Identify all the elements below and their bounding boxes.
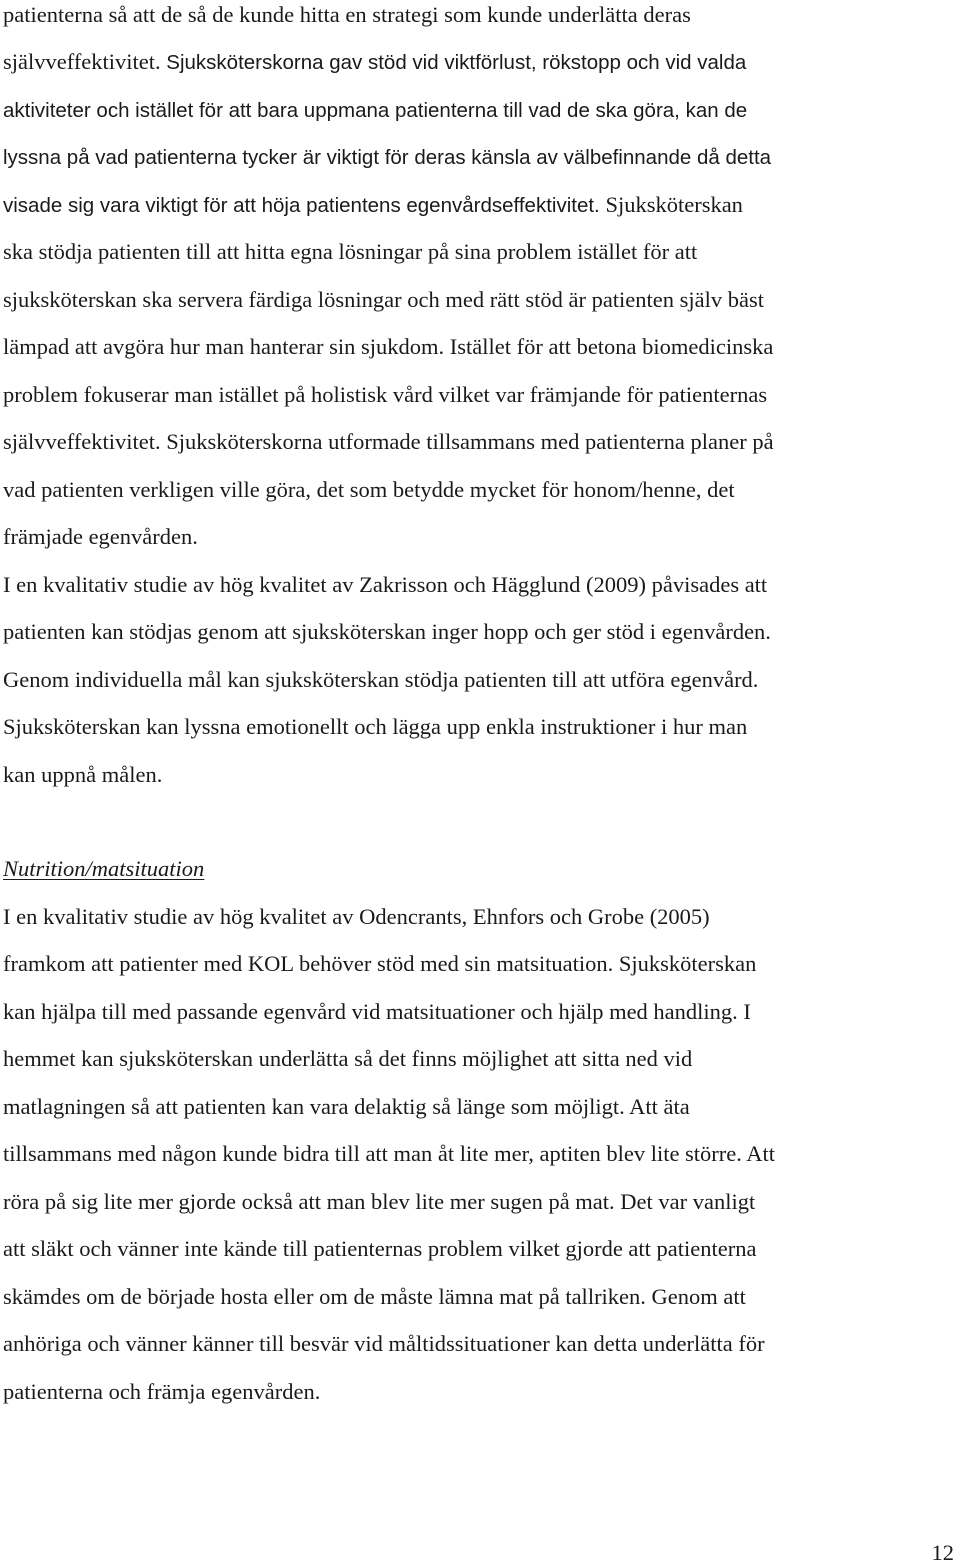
section-heading: Nutrition/matsituation <box>3 856 205 881</box>
text-line: Genom individuella mål kan sjuksköterskan stödja patienten till att utföra egenvård. <box>3 667 759 692</box>
text-segment: självveffektivitet. <box>3 49 167 74</box>
text-line: kan hjälpa till med passande egenvård vid matsituationer och hjälp med handling. I <box>3 999 751 1024</box>
text-line: att släkt och vänner inte kände till patienternas problem vilket gjorde att patienterna <box>3 1236 757 1261</box>
text-line: röra på sig lite mer gjorde också att man blev lite mer sugen på mat. Det var vanligt <box>3 1189 756 1214</box>
text-line: matlagningen så att patienten kan vara delaktig så länge som möjligt. Att äta <box>3 1094 690 1119</box>
text-line: framkom att patienter med KOL behöver stöd med sin matsituation. Sjuksköterskan <box>3 951 757 976</box>
page-number: 12 <box>931 1540 954 1565</box>
text-segment: vad patienten verkligen ville göra, det som betydde mycket för honom/henne, det <box>3 477 735 502</box>
text-line <box>3 381 767 409</box>
text-line <box>3 523 198 551</box>
text-line <box>3 238 697 266</box>
text-line: skämdes om de började hosta eller om de måste lämna mat på tallriken. Genom att <box>3 1284 746 1309</box>
text-line <box>3 143 771 172</box>
text-line <box>3 476 735 504</box>
text-line: Sjuksköterskan kan lyssna emotionellt och lägga upp enkla instruktioner i hur man <box>3 714 748 739</box>
text-line <box>3 48 746 77</box>
text-line: hemmet kan sjuksköterskan underlätta så det finns möjlighet att sitta ned vid <box>3 1046 693 1071</box>
text-line <box>3 286 764 314</box>
text-segment: lyssna på vad patienterna tycker är viktigt för deras känsla av välbefinnande då detta <box>3 146 772 169</box>
text-segment: aktiviteter och istället för att bara uppmana patienterna till vad de ska göra, kan de <box>3 99 748 122</box>
text-segment: problem fokuserar man istället på holistisk vård vilket var främjande för patienternas <box>3 382 768 407</box>
text-line: tillsammans med någon kunde bidra till att man åt lite mer, aptiten blev lite större. Att <box>3 1141 776 1166</box>
text-line: patienterna och främja egenvården. <box>3 1379 321 1404</box>
text-line: I en kvalitativ studie av hög kvalitet av Odencrants, Ehnfors och Grobe (2005) <box>3 904 710 929</box>
text-segment: ska stödja patienten till att hitta egna lösningar på sina problem istället för att <box>3 239 698 264</box>
text-line: I en kvalitativ studie av hög kvalitet av Zakrisson och Hägglund (2009) påvisades att <box>3 572 768 597</box>
text-segment: sjuksköterskan ska servera färdiga lösningar och med rätt stöd är patienten själv bäst <box>3 287 765 312</box>
text-line <box>3 96 747 125</box>
text-segment: patienterna så att de så de kunde hitta en strategi som kunde underlätta deras <box>3 2 691 27</box>
text-segment: lämpad att avgöra hur man hanterar sin sjukdom. Istället för att betona biomedicinska <box>3 334 774 359</box>
text-line <box>3 1 691 29</box>
text-segment: Sjuksköterskan <box>605 192 743 217</box>
text-line <box>3 428 774 456</box>
text-segment: Sjuksköterskorna gav stöd vid viktförlust, rökstopp och vid valda <box>166 51 747 74</box>
text-line <box>3 191 743 220</box>
text-line: kan uppnå målen. <box>3 762 163 787</box>
text-segment: visade sig vara viktigt för att höja patientens egenvårdseffektivitet. <box>3 194 606 217</box>
text-segment: självveffektivitet. Sjuksköterskorna utformade tillsammans med patienterna planer på <box>3 429 774 454</box>
text-segment: främjade egenvården. <box>3 524 198 549</box>
text-line: anhöriga och vänner känner till besvär vid måltidssituationer kan detta underlätta för <box>3 1331 765 1356</box>
text-line <box>3 333 773 361</box>
text-line: patienten kan stödjas genom att sjuksköterskan inger hopp och ger stöd i egenvården. <box>3 619 771 644</box>
